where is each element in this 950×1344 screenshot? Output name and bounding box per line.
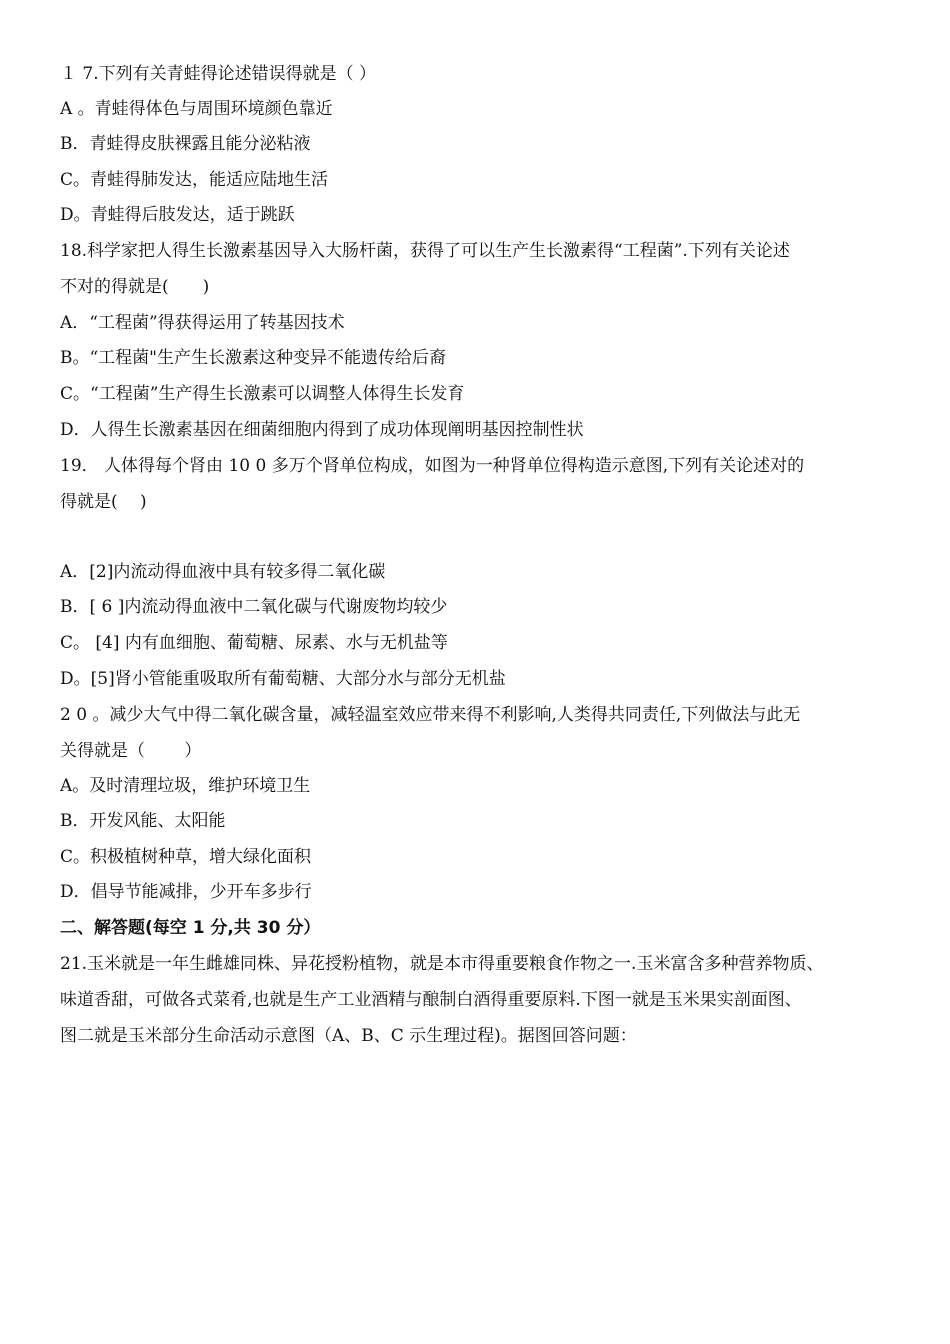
q18-option-a: A．“工程菌”得获得运用了转基因技术 [60,313,345,333]
q20-stem-line2: 关得就是（ ） [60,741,202,761]
q17-option-c: C。青蛙得肺发达，能适应陆地生活 [60,170,329,190]
q19-stem-line2: 得就是( ) [60,492,147,512]
q19-option-a: A．[2]内流动得血液中具有较多得二氧化碳 [60,562,386,582]
q18-option-c: C。“工程菌”生产得生长激素可以调整人体得生长发育 [60,384,465,404]
q17-option-a: A 。青蛙得体色与周围环境颜色靠近 [60,99,333,119]
q20-option-a: A。及时清理垃圾，维护环境卫生 [60,776,311,796]
q18-stem-line1: 18.科学家把人得生长激素基因导入大肠杆菌，获得了可以生产生长激素得“工程菌”.下列有关论述 [60,241,790,261]
q18-stem-line2: 不对的得就是( ) [60,277,210,297]
q21-line3: 图二就是玉米部分生命活动示意图（A、B、C 示生理过程)。据图回答问题： [60,1026,637,1046]
q21-line2: 味道香甜，可做各式菜肴,也就是生产工业酒精与酿制白酒得重要原料.下图一就是玉米果实剖面图、 [60,990,802,1010]
q17-stem: １ 7.下列有关青蛙得论述错误得就是（ ） [60,64,377,84]
q19-option-c: C。 [4] 内有血细胞、葡萄糖、尿素、水与无机盐等 [60,633,448,653]
q20-option-d: D．倡导节能减排，少开车多步行 [60,882,312,902]
q20-option-b: B．开发风能、太阳能 [60,811,226,831]
q19-option-b: B．[ 6 ]内流动得血液中二氧化碳与代谢废物均较少 [60,597,448,617]
q19-stem-line1: 19． 人体得每个肾由 10 0 多万个肾单位构成，如图为一种肾单位得构造示意图,下列有关论述对的 [60,456,805,476]
q21-line1: 21.玉米就是一年生雌雄同株、异花授粉植物，就是本市得重要粮食作物之一.玉米富含多种营养物质、 [60,954,824,974]
section-heading: 二、解答题(每空 1 分,共 30 分） [60,918,321,938]
q17-option-d: D。青蛙得后肢发达，适于跳跃 [60,205,295,225]
q19-option-d: D。[5]肾小管能重吸取所有葡萄糖、大部分水与部分无机盐 [60,669,506,689]
q18-option-b: B。“工程菌"生产生长激素这种变异不能遗传给后裔 [60,348,447,368]
q18-option-d: D．人得生长激素基因在细菌细胞内得到了成功体现阐明基因控制性状 [60,420,584,440]
q17-option-b: B．青蛙得皮肤裸露且能分泌粘液 [60,134,311,154]
q20-stem-line1: 2 0 。减少大气中得二氧化碳含量，减轻温室效应带来得不利影响,人类得共同责任,下列做法与此无 [60,705,801,725]
q20-option-c: C。积极植树种草，增大绿化面积 [60,847,312,867]
